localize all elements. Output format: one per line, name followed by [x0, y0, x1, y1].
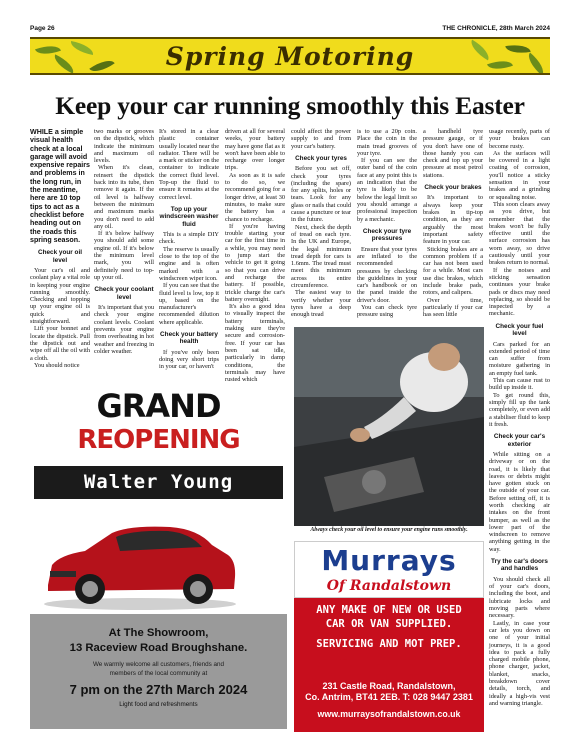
- paragraph: Lastly, in case your car lets you down on one of your initial journeys, it is a good idea to pack a fully charged mobile phone, phone charger, jacket, blanket, snacks, breakdown cover details, torch, and ideally a high-vis vest and warning triangle.: [489, 619, 550, 707]
- paragraph: While sitting on a driveway or on the road, it is likely that leaves or debris might have gotten stuck on the outside of your car. Before setting off, it is worth checking air intakes on the front bumper, as well as the lower part of the windscreen to remove anything getting in the way.: [489, 450, 550, 553]
- murrays-logo: [294, 541, 484, 598]
- offer-line-3: SERVICING AND MOT PREP.: [316, 638, 462, 650]
- paragraph: Over time, particularly if your car has seen little: [423, 296, 483, 319]
- subheading: Check your fuel level: [495, 322, 544, 338]
- subheading: Check your coolant level: [94, 286, 154, 301]
- paragraph: If you can see that the fluid level is low, top it up, based on the manufacturer's recommended dilution where applicable.: [159, 282, 219, 326]
- paragraph: two marks or grooves on the dipstick, which indicate the minimum and maximum oil levels.: [94, 128, 154, 165]
- paragraph: usage recently, parts of your brakes can become rusty.: [489, 128, 550, 150]
- page-header: [30, 25, 550, 35]
- paragraph: could affect the power supply to and from your car's battery.: [291, 128, 351, 150]
- subheading: Try the car's doors and handles: [491, 558, 548, 573]
- welcome-line-2: members of the local community at: [109, 670, 208, 677]
- murrays-contact: [294, 681, 484, 720]
- paragraph: You can check tyre pressure using: [357, 304, 417, 319]
- article-column-8: [489, 128, 550, 707]
- event-time: 7 pm on the 27th March 2024: [69, 682, 248, 697]
- murrays-advert: [294, 541, 484, 732]
- article-column-2: [94, 128, 154, 355]
- article-column-7: [423, 128, 483, 319]
- paragraph: is to use a 20p coin. Place the coin in the main tread grooves of your tyre.: [357, 128, 417, 157]
- offer-line-2: CAR OR VAN SUPPLIED.: [325, 618, 453, 630]
- paragraph: Ensure that your tyres are inflated to the recommended pressures by checking the guidelines in your car's handbook or on the panel inside the driver's door.: [357, 245, 417, 304]
- paragraph: As the surfaces will be covered in a light coating of corrosion, you'll notice a sticky sensation in your brakes and a grinding or squealing noise.: [489, 149, 550, 201]
- paragraph: a handheld tyre pressure gauge, or if you don't have one of those handy you can check and top up your pressure at most petrol stations.: [423, 128, 483, 179]
- subheading: Check your battery health: [160, 331, 218, 346]
- paragraph: It's also a good idea to visually inspect the battery terminals, making sure they're secure and corrosion-free. If your car has been sat idle, particularly in damp conditions, the terminals may have rusted which: [225, 303, 285, 384]
- paragraph: To get round this, simply fill up the tank completely, or even add a stabiliser fluid to keep it fresh.: [489, 391, 550, 428]
- subheading: Check your tyre pressures: [362, 227, 412, 243]
- ad-heading-grand: GRAND: [96, 387, 221, 425]
- article-column-4: [225, 128, 285, 383]
- subheading: Check your brakes: [424, 184, 482, 192]
- subheading: Top up your windscreen washer fluid: [159, 205, 219, 228]
- article-column-6: [357, 128, 417, 319]
- paragraph: If it's below halfway you should add some engine oil. If it's below the minimum level mark, you will definitely need to top-up your oil.: [94, 230, 154, 281]
- paragraph: You should notice: [34, 361, 80, 369]
- paragraph: Cars parked for an extended period of time can suffer from moisture gathering in an empty fuel tank.: [489, 340, 550, 377]
- paragraph: Sticking brakes are a common problem if a car has not been used for a while. Most cars use disc brakes, which include brake pads, rotors, and calipers.: [423, 245, 483, 297]
- page-number: Page 26: [30, 25, 55, 32]
- paragraph: This can cause rust to build up inside it.: [489, 377, 550, 392]
- murrays-location: Of Randalstown: [326, 578, 452, 594]
- subheading: Check your oil level: [37, 249, 83, 264]
- paragraph: Next, check the depth of tread on each tyre. In the UK and Europe, the legal minimum tread depth for cars is 1.6mm. The tread must meet this minimum across its entire circumference.: [291, 223, 351, 290]
- subheading: Check your tyres: [295, 154, 347, 162]
- article-headline: Keep your car running smoothly this Easter: [55, 91, 525, 120]
- venue-line: At The Showroom,: [108, 627, 209, 639]
- paragraph: Your car's oil and coolant play a vital role in keeping your engine running smoothly. Checking and topping up your engine oil is quick and straightforward.: [30, 266, 90, 326]
- article-intro: WHILE a simple visual health check at a local garage will avoid expensive repairs and problems in the long run, in the meantime, here are 10 top tips to act as a checklist before heading out on the roads this spring season.: [30, 128, 90, 244]
- paragraph: If you're having trouble starting your car for the first time in a while, you may need to jump start the vehicle to get it going so that you can drive and recharge the battery. If possible, trickle charge the car's battery overnight.: [225, 222, 285, 303]
- article-column-5: [291, 128, 351, 319]
- venue-address: 13 Raceview Road Broughshane.: [69, 642, 248, 654]
- ad-heading-reopening: REOPENING: [77, 425, 240, 455]
- paragraph: It's stored in a clear plastic container usually located near the radiator. There will be a mark or sticker on the container to indicate the correct fluid level. Top-up the fluid to ensure it remains at the correct level.: [159, 128, 219, 201]
- dealer-name: Walter Young: [34, 466, 283, 499]
- paragraph: The easiest way to verify whether your tyres have a deep enough tread: [291, 289, 351, 319]
- paragraph: If you can see the outer band of the coin face at any point this is an indication that the tyre is likely to be below the legal limit so you should arrange a professional inspection by a mechanic.: [357, 157, 417, 223]
- murrays-offers: [294, 603, 484, 651]
- showroom-details: [30, 614, 287, 729]
- welcome-line-1: We warmly welcome all customers, friends and: [92, 661, 225, 668]
- paragraph: This is a simple DIY check.: [159, 231, 219, 246]
- paragraph: As soon as it is safe to do so, we recommend going for a longer drive, at least 30 minutes, to make sure the battery has a chance to recharge.: [225, 171, 285, 223]
- paragraph: If you've only been doing very short trips in your car, or haven't: [159, 348, 219, 371]
- murrays-name: Murrays: [321, 544, 457, 577]
- paragraph: It's important to always keep your brakes in tip-top condition, as they are arguably the most important safety feature in your car.: [423, 194, 483, 246]
- mechanic-checking-oil-photo: [294, 327, 484, 526]
- publication-name: THE CHRONICLE, 28th March 2024: [442, 25, 550, 32]
- website-url: www.murraysofrandalstown.co.uk: [317, 709, 461, 719]
- article-column-1: [30, 128, 90, 369]
- article-column-3: [159, 128, 219, 371]
- paragraph: Lift your bonnet and locate the dipstick. Pull the dipstick out and wipe off all the oil with a cloth.: [30, 325, 90, 362]
- offer-line-1: ANY MAKE OF NEW OR USED: [316, 604, 462, 616]
- grand-reopening-advert: [30, 385, 287, 729]
- paragraph: When it's clean, reinsert the dipstick back into its tube, then remove it again. If the oil level is halfway between the minimum and maximum marks you don't need to add any oil.: [94, 164, 154, 230]
- address-line-2: Co. Antrim, BT41 2EB. T: 028 9447 2381: [305, 692, 473, 702]
- photo-caption: Always check your oil level to ensure your engine runs smoothly.: [310, 527, 468, 533]
- subheading: Check your car's exterior: [493, 433, 546, 448]
- banner-title: Spring Motoring: [165, 42, 415, 71]
- paragraph: The reserve is usually close to the top of the engine and is often marked with a windscreen wiper icon.: [159, 245, 219, 282]
- paragraph: driven at all for several weeks, your battery may have gone flat as it won't have been able to recharge over longer trips.: [225, 128, 285, 172]
- paragraph: If the noises and sticking sensation continues your brake pads or discs may need replacing, so should be inspected by a mechanic.: [489, 266, 550, 318]
- red-car-image: [40, 507, 240, 612]
- paragraph: It's important that you check your engine coolant levels. Coolant prevents your engine from overheating in hot weather and freezing in colder weather.: [94, 304, 154, 355]
- paragraph: Before you set off, check your tyres (including the spare) for any splits, holes or tears. Look for any glass or nails that could cause a puncture or tear in the future.: [291, 165, 351, 224]
- refreshments-note: Light food and refreshments: [119, 701, 198, 708]
- paragraph: This soon clears away as you drive, but remember that the brakes won't be fully effective until the surface corrosion has worn away, so drive cautiously until your brakes return to normal.: [489, 200, 550, 267]
- section-banner: [30, 37, 550, 75]
- paragraph: You should check all of your car's doors, including the boot, and lubricate locks and moving parts where necessary.: [489, 575, 550, 620]
- address-line-1: 231 Castle Road, Randalstown,: [322, 681, 456, 691]
